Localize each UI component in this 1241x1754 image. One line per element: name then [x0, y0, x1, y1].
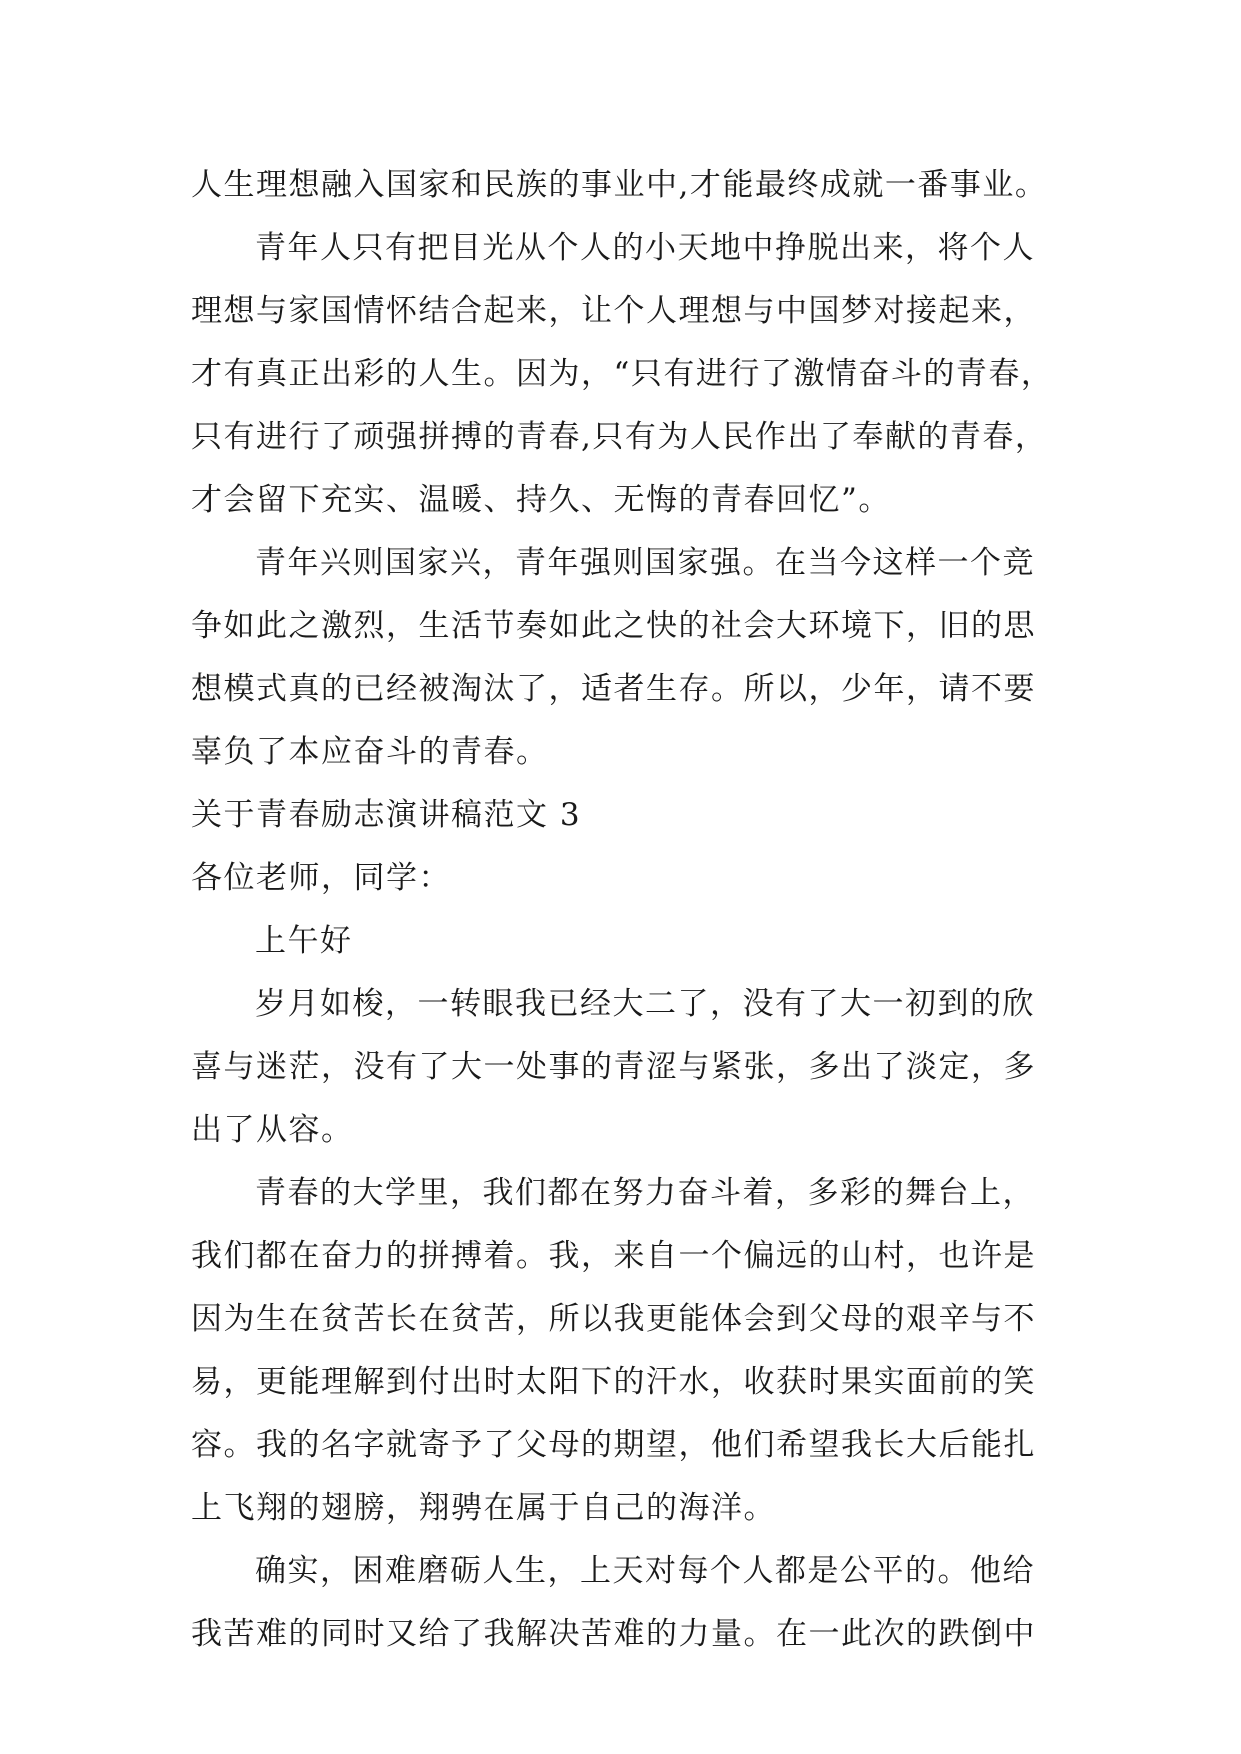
paragraph-line: 确实，困难磨砺人生，上天对每个人都是公平的。他给 [255, 1553, 1035, 1589]
paragraph-line: 辜负了本应奋斗的青春。 [191, 734, 549, 770]
paragraph-line: 容。我的名字就寄予了父母的期望，他们希望我长大后能扎 [191, 1427, 1036, 1463]
paragraph-line: 只有进行了顽强拼搏的青春,只有为人民作出了奉献的青春， [191, 419, 1048, 455]
paragraph-line: 争如此之激烈，生活节奏如此之快的社会大环境下，旧的思 [191, 608, 1036, 644]
paragraph-line: 出了从容。 [191, 1112, 354, 1148]
document-body [191, 154, 1091, 1666]
paragraph-line: 因为生在贫苦长在贫苦，所以我更能体会到父母的艰辛与不 [191, 1301, 1036, 1337]
paragraph-line: 青年兴则国家兴，青年强则国家强。在当今这样一个竞 [255, 545, 1035, 581]
paragraph-line: 易，更能理解到付出时太阳下的汗水，收获时果实面前的笑 [191, 1364, 1036, 1400]
paragraph-line: 青年人只有把目光从个人的小天地中挣脱出来，将个人 [255, 230, 1035, 266]
paragraph-line: 才会留下充实、温暖、持久、无悔的青春回忆”。 [191, 482, 891, 518]
paragraph-line: 岁月如梭，一转眼我已经大二了，没有了大一初到的欣 [255, 986, 1035, 1022]
greeting: 上午好 [255, 923, 353, 959]
paragraph-line: 理想与家国情怀结合起来，让个人理想与中国梦对接起来， [191, 293, 1036, 329]
paragraph-line: 青春的大学里，我们都在努力奋斗着，多彩的舞台上， [255, 1175, 1035, 1211]
paragraph-line: 想模式真的已经被淘汰了，适者生存。所以，少年，请不要 [191, 671, 1036, 707]
paragraph-line: 上飞翔的翅膀，翔骋在属于自己的海洋。 [191, 1490, 776, 1526]
salutation: 各位老师，同学： [191, 860, 451, 896]
section-heading: 关于青春励志演讲稿范文 3 [191, 797, 582, 833]
paragraph-line: 喜与迷茫，没有了大一处事的青涩与紧张，多出了淡定，多 [191, 1049, 1036, 1085]
paragraph-line: 我们都在奋力的拼搏着。我，来自一个偏远的山村，也许是 [191, 1238, 1036, 1274]
paragraph-line: 才有真正出彩的人生。因为，“只有进行了激情奋斗的青春， [191, 356, 1054, 392]
paragraph-line: 人生理想融入国家和民族的事业中,才能最终成就一番事业。 [191, 167, 1048, 203]
paragraph-line: 我苦难的同时又给了我解决苦难的力量。在一此次的跌倒中 [191, 1616, 1036, 1652]
